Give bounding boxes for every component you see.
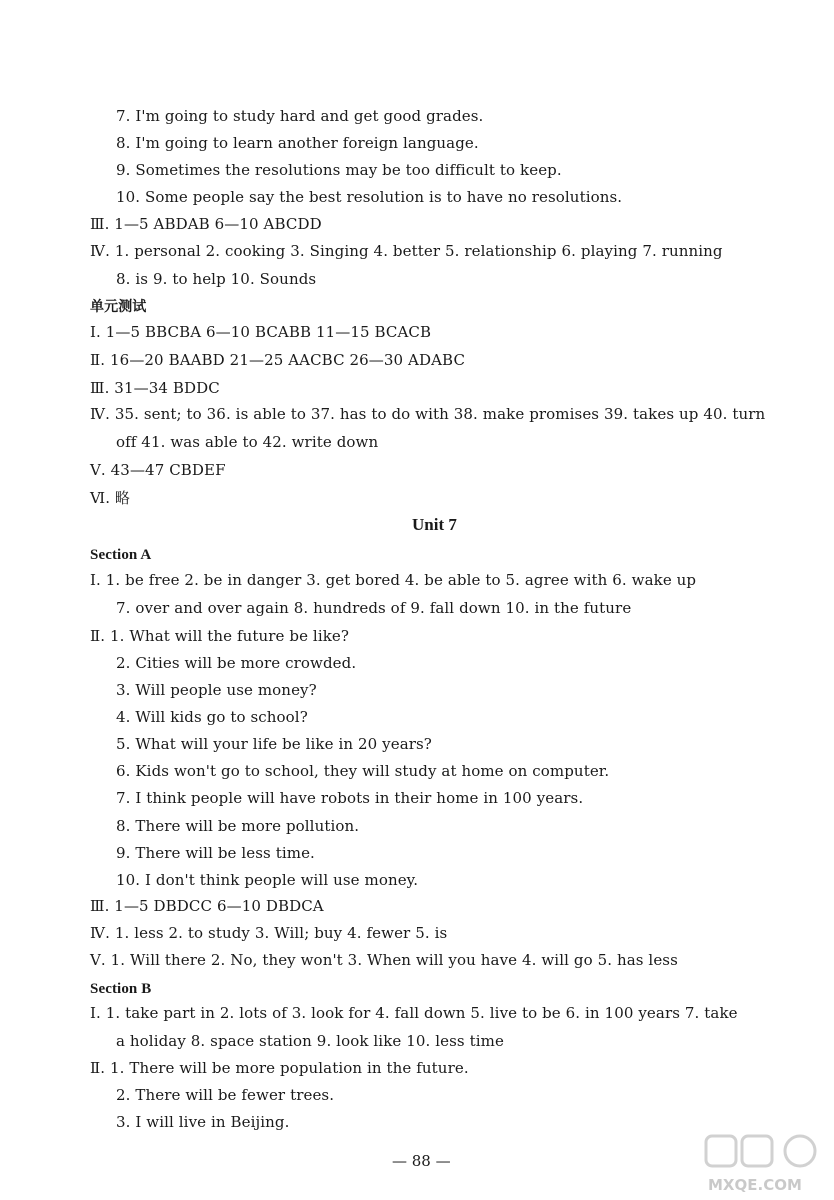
answer-line: Ⅱ. 1. What will the future be like? [90,627,350,645]
answer-line: 6. Kids won't go to school, they will study at home on computer. [116,762,610,780]
answer-line: Ⅴ. 1. Will there 2. No, they won't 3. When will you have 4. will go 5. has less [90,951,678,969]
watermark-logo-icon [702,1132,830,1196]
answer-line: Ⅳ. 35. sent; to 36. is able to 37. has to do with 38. make promises 39. takes up 40. turn [90,405,766,423]
answer-line: 9. Sometimes the resolutions may be too difficult to keep. [116,161,562,179]
section-heading-a: Section A [90,547,152,563]
page-number: — 88 — [392,1152,451,1170]
watermark-text: MXQE.COM [708,1176,802,1194]
unit-title: Unit 7 [412,515,457,534]
answer-line: Ⅰ. 1. be free 2. be in danger 3. get bored 4. be able to 5. agree with 6. wake up [90,571,697,589]
answer-line: 2. There will be fewer trees. [116,1086,335,1104]
section-heading-unit-test: 单元测试 [90,299,147,315]
answer-line: Ⅲ. 31—34 BDDC [90,379,220,397]
answer-line: 4. Will kids go to school? [116,708,308,726]
answer-line: 7. I'm going to study hard and get good grades. [116,107,484,125]
answer-line: 10. I don't think people will use money. [116,871,419,889]
answer-line: a holiday 8. space station 9. look like 10. less time [116,1032,504,1050]
answer-line: 3. I will live in Beijing. [116,1113,290,1131]
answer-line: Ⅰ. 1—5 BBCBA 6—10 BCABB 11—15 BCACB [90,323,432,341]
answer-line: Ⅲ. 1—5 ABDAB 6—10 ABCDD [90,215,322,233]
answer-line: 10. Some people say the best resolution is to have no resolutions. [116,188,623,206]
answer-line: 7. I think people will have robots in their home in 100 years. [116,789,584,807]
answer-line: off 41. was able to 42. write down [116,433,379,451]
answer-line: 8. I'm going to learn another foreign language. [116,134,479,152]
answer-line: Ⅱ. 16—20 BAABD 21—25 AACBC 26—30 ADABC [90,351,466,369]
answer-line: 7. over and over again 8. hundreds of 9. fall down 10. in the future [116,599,632,617]
answer-line: Ⅳ. 1. personal 2. cooking 3. Singing 4. better 5. relationship 6. playing 7. running [90,242,723,260]
answer-line: Ⅰ. 1. take part in 2. lots of 3. look for 4. fall down 5. live to be 6. in 100 years 7. take [90,1004,738,1022]
answer-line: Ⅵ. 略 [90,489,131,507]
answer-line: Ⅲ. 1—5 DBDCC 6—10 DBDCA [90,897,324,915]
answer-line: Ⅳ. 1. less 2. to study 3. Will; buy 4. fewer 5. is [90,924,448,942]
section-heading-b: Section B [90,981,152,997]
answer-line: 3. Will people use money? [116,681,317,699]
answer-line: 9. There will be less time. [116,844,315,862]
answer-line: 2. Cities will be more crowded. [116,654,357,672]
answer-line: 5. What will your life be like in 20 years? [116,735,432,753]
answer-line: 8. There will be more pollution. [116,817,360,835]
answer-line: Ⅴ. 43—47 CBDEF [90,461,226,479]
answer-line: 8. is 9. to help 10. Sounds [116,270,317,288]
answer-line: Ⅱ. 1. There will be more population in the future. [90,1059,469,1077]
